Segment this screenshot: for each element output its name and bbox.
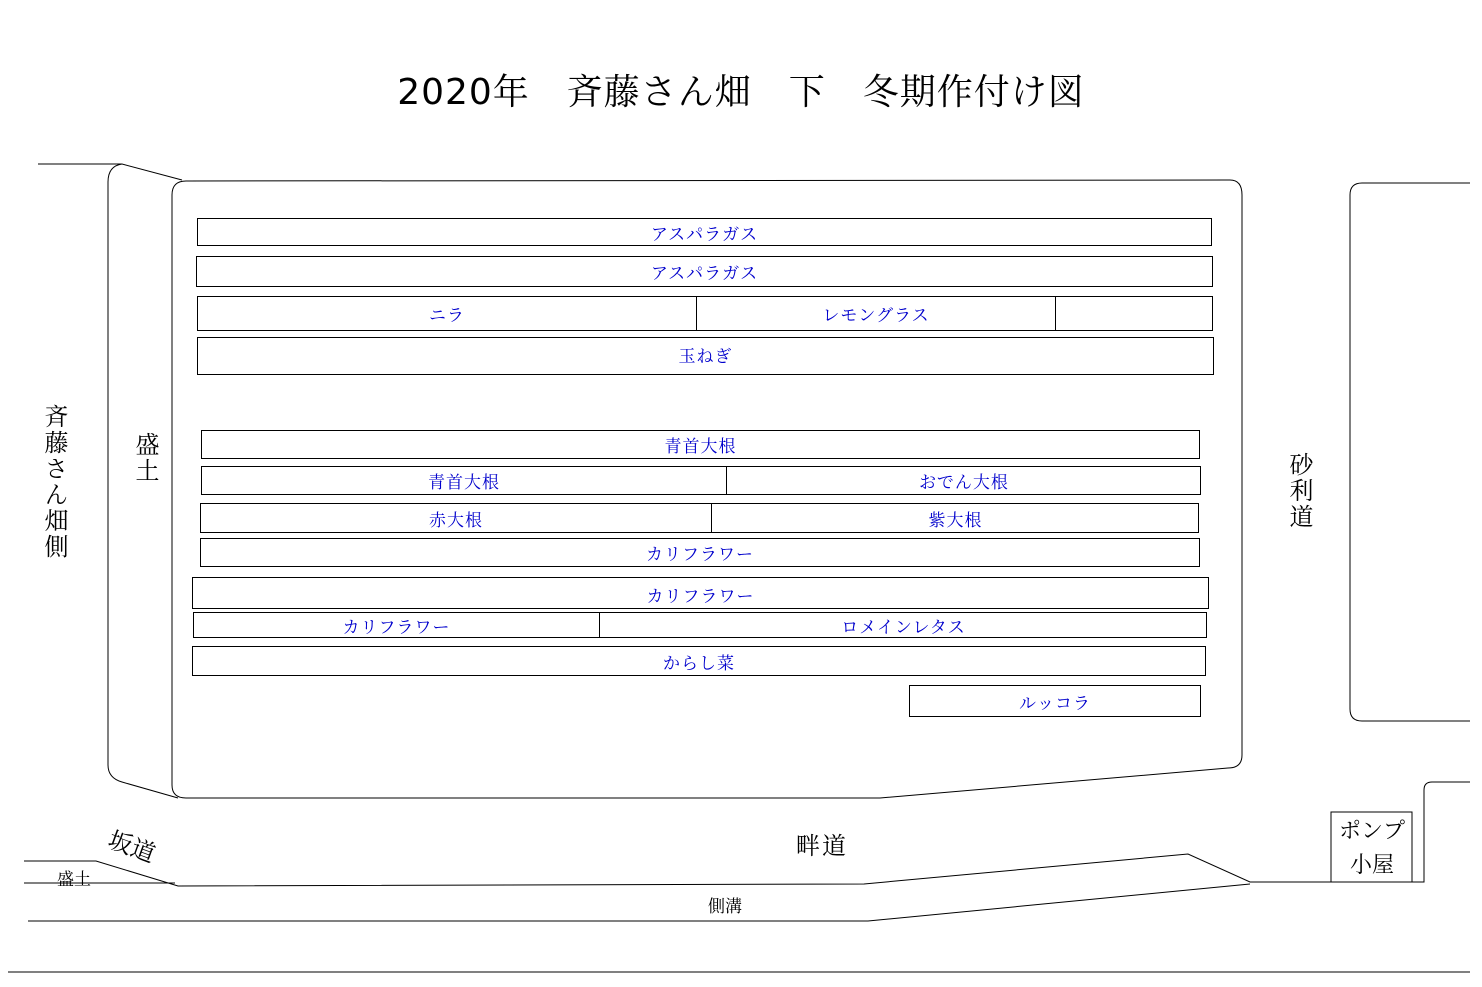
bed-row-2 bbox=[196, 256, 1213, 287]
bed-row-12 bbox=[909, 685, 1201, 717]
bed-label: 青首大根 bbox=[428, 473, 500, 493]
bed-row-4 bbox=[197, 337, 1214, 375]
bed-label: カリフラワー bbox=[646, 545, 754, 565]
pump-hut-label-line1: ポンプ bbox=[1338, 819, 1405, 844]
bed-segment-empty bbox=[1055, 297, 1213, 330]
bed-row-5 bbox=[201, 430, 1200, 459]
road-edge-right bbox=[1412, 782, 1470, 882]
bed-row-7 bbox=[200, 503, 1199, 533]
bed-label: ニラ bbox=[429, 306, 465, 326]
ridge-path-label: 畔道 bbox=[796, 832, 848, 860]
bed-row-10 bbox=[193, 612, 1207, 638]
bed-label: カリフラワー bbox=[646, 587, 755, 607]
slope-label: 坂道 bbox=[104, 825, 160, 869]
bed-label: おでん大根 bbox=[726, 467, 1201, 494]
bed-row-6 bbox=[201, 466, 1201, 495]
page-title: 2020年 斉藤さん畑 下 冬期作付け図 bbox=[397, 72, 1085, 113]
ditch-label: 側溝 bbox=[708, 897, 742, 917]
mound-left-label: 盛土 bbox=[131, 432, 159, 484]
ditch-upper-line bbox=[24, 854, 1331, 886]
bed-label: 青首大根 bbox=[664, 437, 737, 457]
mound-bottom-label: 盛土 bbox=[57, 870, 91, 890]
bed-label: カリフラワー bbox=[342, 617, 451, 638]
bed-row-8 bbox=[200, 538, 1200, 567]
bed-row-3 bbox=[197, 296, 1213, 331]
bed-row-1 bbox=[197, 218, 1212, 246]
pump-hut-label-line2: 小屋 bbox=[1349, 853, 1394, 878]
bed-label: 赤大根 bbox=[429, 510, 483, 531]
bed-label: ルッコラ bbox=[1019, 693, 1091, 714]
bed-label: アスパラガス bbox=[650, 224, 759, 245]
bed-row-9 bbox=[192, 577, 1209, 609]
bed-label: 玉ねぎ bbox=[678, 347, 733, 367]
bed-label: ロメインレタス bbox=[599, 613, 1207, 637]
gravel-road-label: 砂利道 bbox=[1285, 452, 1313, 530]
bed-label: からし菜 bbox=[663, 653, 735, 674]
ditch-lower-line bbox=[28, 884, 1250, 921]
neighbor-field-label: 斉藤さん畑側 bbox=[40, 404, 68, 560]
bed-row-11 bbox=[192, 646, 1206, 676]
right-area-outline bbox=[1350, 183, 1470, 721]
bed-label: 紫大根 bbox=[711, 504, 1199, 532]
bed-label: レモングラス bbox=[696, 297, 1055, 330]
bed-label: アスパラガス bbox=[650, 264, 759, 284]
